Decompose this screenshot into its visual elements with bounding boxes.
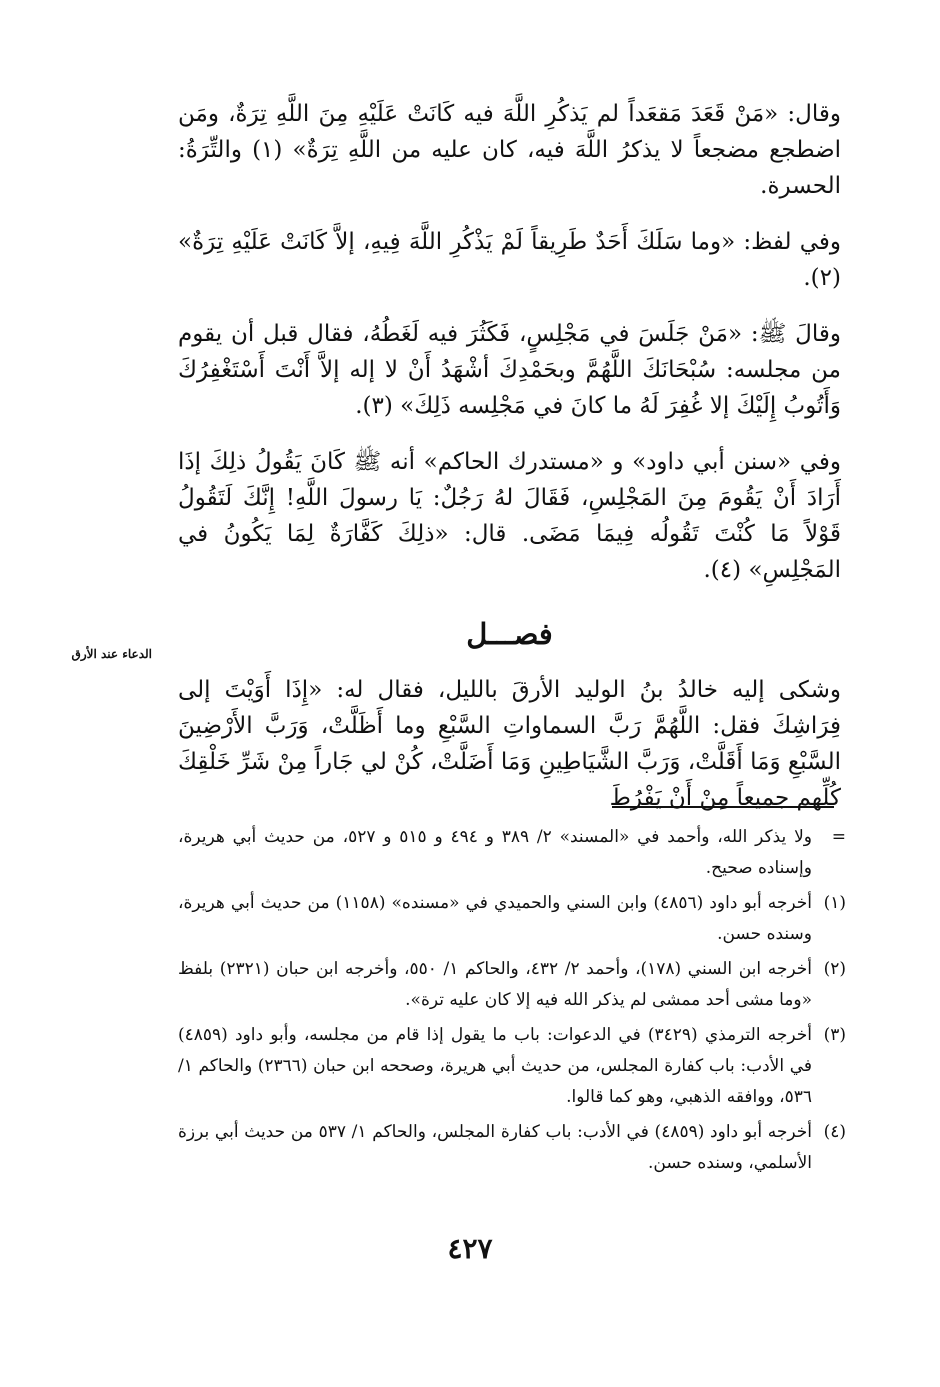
- footnote-text: ولا يذكر الله، وأحمد في «المسند» ٢/ ٣٨٩ و ٤٩٤ و ٥١٥ و ٥٢٧، من حديث أبي هريرة، وإسناده صحيح.: [178, 827, 812, 878]
- paragraph: وفي «سنن أبي داود» و «مستدرك الحاكم» أنه ﷺ كَانَ يَقُولُ ذلِكَ إذَا أَرَادَ أَنْ يَقُومَ مِنَ المَجْلِسِ، فَقَالَ لهُ رَجُلٌ: يَا رسولَ اللَّهِ! إِنَّكَ لَتَقُولُ قَوْلاً مَا كُنْتَ تَقُولُه فِيمَا مَضَى. قال: «ذلِكَ كَفَّارَةٌ لِمَا يَكُونُ في المَجْلِسِ» (٤).: [178, 449, 841, 583]
- footnote-mark: (١): [823, 893, 846, 913]
- section-heading: فصـــل: [466, 617, 553, 651]
- footnote: [178, 822, 846, 884]
- footnote: [178, 954, 846, 1016]
- paragraph: وقالَ ﷺ: «مَنْ جَلَسَ في مَجْلِسٍ، فَكَثُرَ فيه لَغَطُهُ، فقال قبل أن يقوم من مجلسه: سُبْحَانَكَ اللَّهُمَّ وبحَمْدِكَ أشْهَدُ أَنْ لا إله إلاَّ أَنْتَ أَسْتَغْفِرُكَ وَأَتُوبُ إِلَيْكَ إلا غُفِرَ لَهُ ما كانَ في مَجْلِسه ذَلِكَ» (٣).: [178, 321, 841, 419]
- footnote-divider: [612, 806, 834, 808]
- footnote: [178, 1117, 846, 1179]
- footnote-text: أخرجه أبو داود (٤٨٥٦) وابن السني والحميدي في «مسنده» (١١٥٨) من حديث أبي هريرة، وسنده حسن.: [178, 893, 813, 944]
- footnote-text: أخرجه الترمذي (٣٤٢٩) في الدعوات: باب ما يقول إذا قام من مجلسه، وأبو داود (٤٨٥٩) في الأدب: باب كفارة المجلس، من حديث أبي هريرة، وصححه ابن حبان (٢٣٦٦) والحاكم ١/ ٥٣٦، ووافقه الذهبي، وهو كما قالوا.: [178, 1025, 812, 1107]
- main-text: [178, 96, 841, 836]
- footnote: [178, 1020, 846, 1113]
- paragraph: وفي لفظ: «وما سَلَكَ أَحَدٌ طَرِيقاً لَمْ يَذْكُرِ اللَّهَ فِيهِ، إلاَّ كَانَتْ عَلَيْهِ تِرَةٌ» (٢).: [178, 229, 841, 291]
- footnote-text: أخرجه أبو داود (٤٨٥٩) في الأدب: باب كفارة المجلس، والحاكم ١/ ٥٣٧ من حديث أبي برزة الأسلمي، وسنده حسن.: [178, 1122, 813, 1173]
- footnotes: [178, 822, 846, 1183]
- margin-note: الدعاء عند الأرق: [71, 647, 152, 661]
- footnote-mark: (٣): [823, 1025, 846, 1045]
- footnote-mark: (٢): [823, 959, 846, 979]
- footnote-mark: (٤): [823, 1122, 846, 1142]
- page-number: ٤٢٧: [447, 1232, 493, 1265]
- footnote: [178, 888, 846, 950]
- footnote-text: أخرجه ابن السني (١٧٨)، وأحمد ٢/ ٤٣٢، والحاكم ١/ ٥٥٠، وأخرجه ابن حبان (٢٣٢١) بلفظ «وما مشى أحد ممشى لم يذكر الله فيه إلا كان عليه ترة».: [178, 959, 812, 1010]
- paragraph: وشكى إليه خالدُ بنُ الوليد الأرقَ بالليل، فقال له: «إِذَا أَوَيْتَ إلى فِرَاشِكَ فقل: اللَّهُمَّ رَبَّ السماواتِ السَّبْعِ وما أَظَلَّتْ، وَرَبَّ الأَرْضِينَ السَّبْعِ وَمَا أَقَلَّتْ، وَرَبَّ الشَّيَاطِينِ وَمَا أَضَلَّتْ، كُنْ لي جَاراً مِنْ شَرِّ خَلْقِكَ كُلِّهم جميعاً مِنْ أَنْ يَفْرُطَ: [178, 677, 841, 811]
- footnote-mark: =: [831, 827, 846, 847]
- paragraph: وقال: «مَنْ قَعَدَ مَقعَداً لم يَذكُرِ اللَّهَ فيه كَانَتْ عَلَيْهِ مِنَ اللَّهِ تِرَةٌ، ومَن اضطجع مضجعاً لا يذكرُ اللَّهَ فيه، كان عليه من اللَّهِ تِرَةٌ» (١) والتِّرَةُ: الحسرة.: [178, 101, 841, 199]
